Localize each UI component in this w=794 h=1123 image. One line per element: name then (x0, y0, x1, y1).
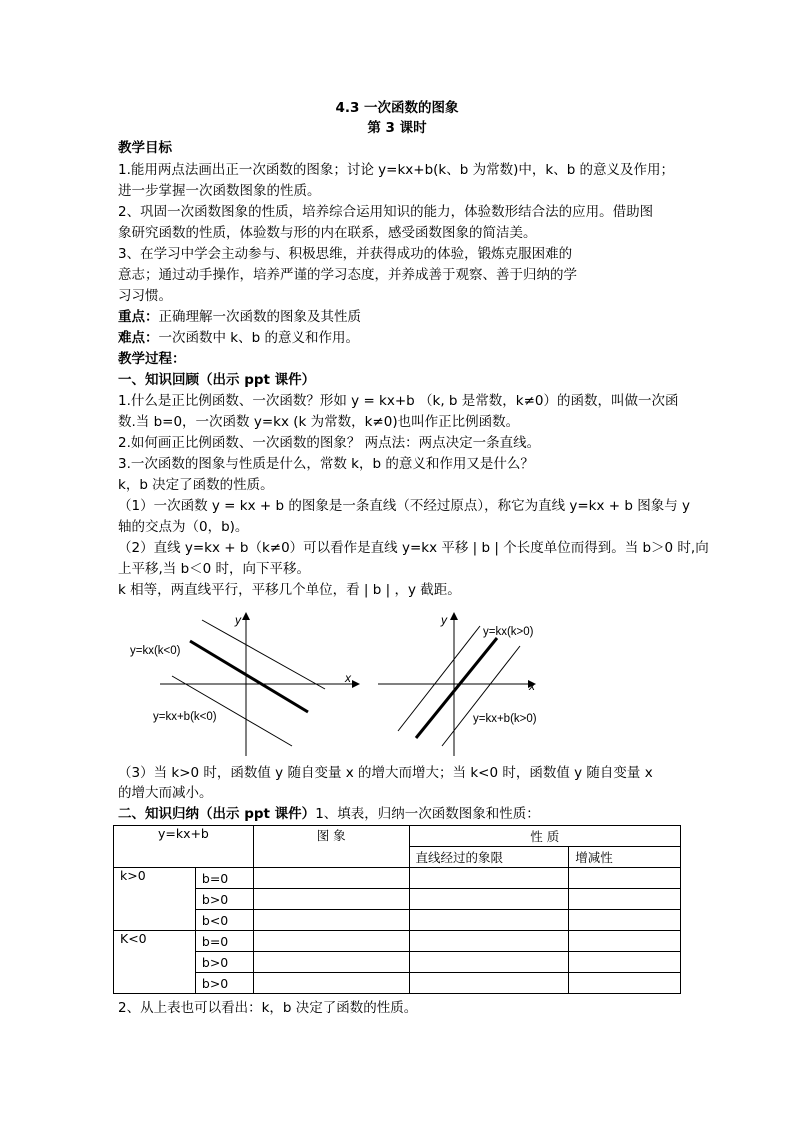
objective-line: 3、在学习中学会主动参与、积极思维，并获得成功的体验，锻炼克服困难的 (118, 246, 573, 262)
key-point (118, 307, 361, 327)
objective-line: 进一步掌握一次函数图象的性质。 (118, 183, 321, 199)
y-axis-arrow-icon (242, 612, 250, 620)
cell-quadrant[interactable] (409, 931, 569, 952)
cell-quadrant[interactable] (409, 973, 569, 994)
table-row (114, 889, 681, 910)
cell-trend[interactable] (569, 931, 681, 952)
line-shift-up (398, 626, 480, 731)
property-line: （3）当 k>0 时，函数值 y 随自变量 x 的增大而增大；当 k<0 时，函数值 y 随自变量 x (118, 765, 653, 781)
difficult-point (118, 328, 359, 348)
cell-quadrant[interactable] (409, 889, 569, 910)
header-graph: 图 象 (253, 826, 409, 868)
cell-quadrant[interactable] (409, 868, 569, 889)
label-y-kx-b-k-neg: y=kx+b(k<0) (153, 711, 217, 723)
cell-quadrant[interactable] (409, 910, 569, 931)
table-row (114, 931, 681, 952)
y-axis-label: y (441, 613, 447, 627)
objective-line: 象研究函数的性质，体验数与形的内在联系，感受函数图象的简洁美。 (118, 225, 537, 241)
objective-line: 2、巩固一次函数图象的性质，培养综合运用知识的能力，体验数形结合法的应用。借助图 (118, 204, 654, 220)
x-axis-arrow-icon (352, 680, 360, 688)
cell-graph[interactable] (253, 931, 409, 952)
graph-k-positive (370, 608, 550, 758)
label-y-kx-k-pos: y=kx(k>0) (483, 626, 534, 638)
key-point-text: 正确理解一次函数的图象及其性质 (158, 309, 361, 325)
cell-graph[interactable] (253, 910, 409, 931)
property-line: 的增大而减小。 (118, 785, 213, 801)
function-property-table (113, 825, 681, 994)
objectives-heading: 教学目标 (118, 140, 172, 156)
cell-trend[interactable] (569, 973, 681, 994)
review-line: 数.当 b=0，一次函数 y=kx (k 为常数，k≠0)也叫作正比例函数。 (118, 414, 520, 430)
x-axis-label: x (345, 671, 351, 685)
table-row (114, 868, 681, 889)
cell-graph[interactable] (253, 973, 409, 994)
line-shift-up (202, 620, 325, 689)
review-line: 上平移,当 b＜0 时，向下平移。 (118, 561, 311, 577)
label-y-kx-b-k-pos: y=kx+b(k>0) (473, 713, 537, 725)
objective-line: 1.能用两点法画出正一次函数的图象；讨论 y=kx+b(k、b 为常数)中，k、b 的意义及作用； (118, 162, 675, 178)
y-axis-label: y (235, 613, 241, 627)
cell-trend[interactable] (569, 952, 681, 973)
table-row (114, 910, 681, 931)
review-line: （1）一次函数 y = kx + b 的图象是一条直线（不经过原点），称它为直线 y=kx + b 图象与 y (118, 498, 691, 514)
row-label: b=0 (195, 931, 253, 952)
cell-trend[interactable] (569, 868, 681, 889)
difficult-point-text: 一次函数中 k、b 的意义和作用。 (158, 330, 359, 346)
x-axis-label: x (529, 679, 535, 693)
objective-line: 习习惯。 (118, 288, 172, 304)
graph-k-negative (120, 608, 365, 758)
cell-graph[interactable] (253, 889, 409, 910)
header-prop: 性 质 (409, 826, 680, 847)
label-y-kx-k-neg: y=kx(k<0) (130, 645, 181, 657)
header-quadrant: 直线经过的象限 (409, 847, 569, 868)
row-label: b>0 (195, 889, 253, 910)
review-line: 轴的交点为（0，b)。 (118, 519, 249, 535)
review-line: k，b 决定了函数的性质。 (118, 477, 274, 493)
key-point-label: 重点： (118, 309, 159, 325)
cell-graph[interactable] (253, 868, 409, 889)
row-label: b=0 (195, 868, 253, 889)
row-label: b>0 (195, 973, 253, 994)
page-subtitle: 第 3 课时 (367, 120, 427, 136)
objective-line: 意志；通过动手操作，培养严谨的学习态度，并养成善于观察、善于归纳的学 (118, 267, 577, 283)
review-line: 2.如何画正比例函数、一次函数的图象？ 两点法：两点决定一条直线。 (118, 435, 541, 451)
table-row (114, 826, 681, 847)
review-line: 3.一次函数的图象与性质是什么，常数 k，b 的意义和作用又是什么？ (118, 456, 534, 472)
section2-heading-line (118, 804, 540, 824)
table-row (114, 973, 681, 994)
y-axis-arrow-icon (450, 612, 458, 620)
row-label: b>0 (195, 952, 253, 973)
header-func: y=kx+b (114, 826, 254, 868)
cell-trend[interactable] (569, 910, 681, 931)
conclusion-line: 2、从上表也可以看出：k，b 决定了函数的性质。 (118, 1000, 418, 1016)
difficult-point-label: 难点： (118, 330, 159, 346)
line-y-kx (190, 641, 308, 712)
review-line: 1.什么是正比例函数、一次函数？形如 y = kx+b （k, b 是常数，k≠0）的函数，叫做一次函 (118, 393, 679, 409)
group-k-negative: K<0 (114, 931, 196, 994)
page-title: 4.3 一次函数的图象 (335, 100, 459, 116)
process-heading: 教学过程： (118, 351, 186, 367)
review-line: （2）直线 y=kx + b（k≠0）可以看作是直线 y=kx 平移 | b | 个长度单位而得到。当 b＞0 时,向 (118, 540, 709, 556)
section1-heading: 一、知识回顾（出示 ppt 课件） (118, 372, 316, 388)
cell-quadrant[interactable] (409, 952, 569, 973)
review-line: k 相等，两直线平行，平移几个单位，看 | b | ，y 截距。 (118, 582, 461, 598)
row-label: b<0 (195, 910, 253, 931)
header-trend: 增减性 (569, 847, 681, 868)
table-row (114, 952, 681, 973)
cell-graph[interactable] (253, 952, 409, 973)
section2-heading: 二、知识归纳（出示 ppt 课件） (118, 806, 316, 822)
group-k-positive: k>0 (114, 868, 196, 931)
section2-heading-tail: 1、填表，归纳一次函数图象和性质： (315, 806, 540, 822)
cell-trend[interactable] (569, 889, 681, 910)
